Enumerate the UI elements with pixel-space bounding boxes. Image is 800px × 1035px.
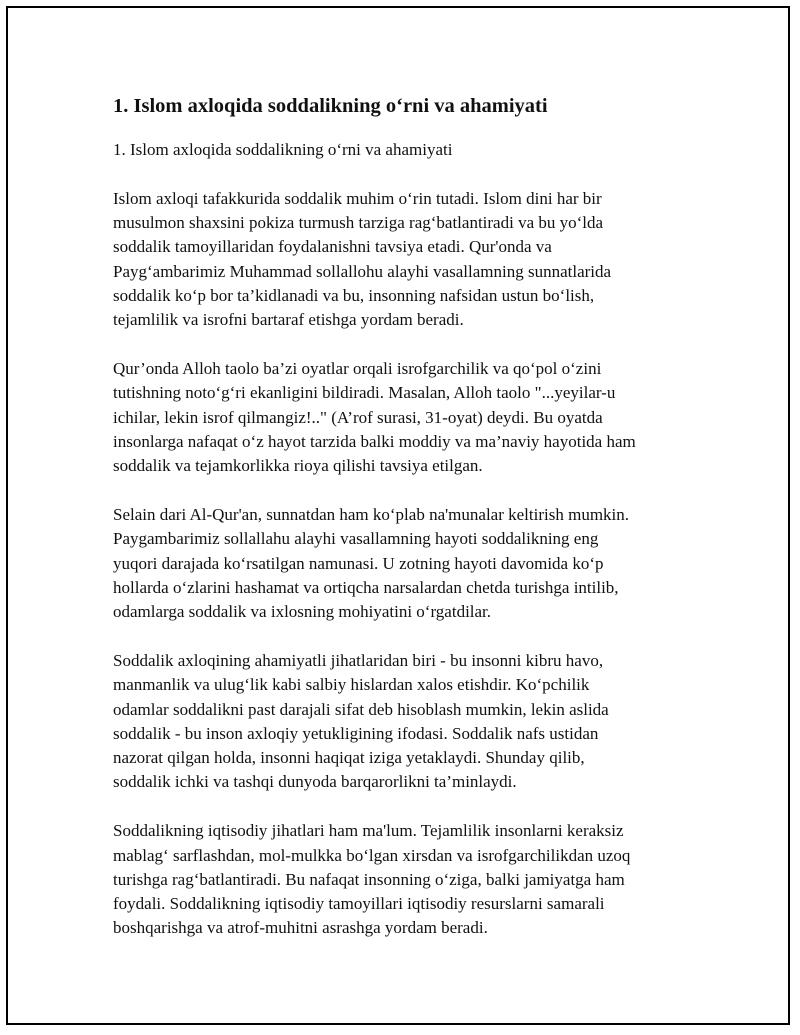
paragraph-line: Soddalik axloqining ahamiyatli jihatlaridan biri - bu insonni kibru havo, — [113, 651, 604, 671]
paragraph-line: odamlarga soddalik va ixlosning mohiyatini o‘rgatdilar. — [113, 602, 492, 622]
paragraph-5 — [113, 819, 713, 940]
paragraph-line: Soddalikning iqtisodiy jihatlari ham ma'lum. Tejamlilik insonlarni keraksiz — [113, 821, 624, 841]
paragraph-line: Paygambarimiz sollallahu alayhi vasallamning hayoti soddalikning eng — [113, 529, 599, 549]
paragraph-line: yuqori darajada ko‘rsatilgan namunasi. U zotning hayoti davomida ko‘p — [113, 553, 604, 573]
paragraph-line: soddalik va tejamkorlikka rioya qilishi tavsiya etilgan. — [113, 456, 483, 476]
paragraph-line: soddalik ichki va tashqi dunyoda barqarorlikni ta’minlaydi. — [113, 772, 517, 792]
paragraph-line: soddalik tamoyillaridan foydalanishni tavsiya etadi. Qur'onda va — [113, 237, 552, 257]
paragraph-line: Selain dari Al-Qur'an, sunnatdan ham ko‘plab na'munalar keltirish mumkin. — [113, 505, 630, 525]
paragraph-line: odamlar soddalikni past darajali sifat deb hisoblash mumkin, lekin aslida — [113, 699, 609, 719]
paragraph-line: soddalik ko‘p bor ta’kidlanadi va bu, insonning nafsidan ustun bo‘lish, — [113, 285, 595, 305]
paragraph-line: soddalik - bu inson axloqiy yetukligining ifodasi. Soddalik nafs ustidan — [113, 723, 599, 743]
paragraph-line: musulmon shaxsini pokiza turmush tarziga rag‘batlantiradi va bu yo‘lda — [113, 213, 604, 233]
paragraph-line: Islom axloqi tafakkurida soddalik muhim o‘rin tutadi. Islom dini har bir — [113, 189, 602, 208]
paragraph-line: manmanlik va ulug‘lik kabi salbiy hislardan xalos etishdir. Ko‘pchilik — [113, 675, 590, 695]
paragraph-line: insonlarga nafaqat o‘z hayot tarzida balki moddiy va ma’naviy hayotida ham — [113, 431, 636, 451]
paragraph-line: mablag‘ sarflashdan, mol-mulkka bo‘lgan xirsdan va isrofgarchilikdan uzoq — [113, 845, 631, 865]
paragraph-line: hollarda o‘zlarini hashamat va ortiqcha narsalardan chetda turishga intilib, — [113, 577, 619, 597]
document-subtitle: 1. Islom axloqida soddalikning o‘rni va ahamiyati — [113, 140, 453, 159]
document-title: 1. Islom axloqida soddalikning o‘rni va ahamiyati — [113, 95, 548, 117]
paragraph-4 — [113, 649, 713, 794]
paragraph-line: Qur’onda Alloh taolo ba’zi oyatlar orqali isrofgarchilik va qo‘pol o‘zini — [113, 359, 602, 379]
paragraph-line: turishga rag‘batlantiradi. Bu nafaqat insonning o‘ziga, balki jamiyatga ham — [113, 869, 625, 889]
paragraph-line: tutishning noto‘g‘ri ekanligini bildiradi. Masalan, Alloh taolo "...yeyilar-u — [113, 383, 616, 403]
paragraph-line: tejamlilik va isrofni bartaraf etishga yordam beradi. — [113, 310, 464, 330]
paragraph-1 — [113, 187, 713, 332]
paragraph-line: boshqarishga va atrof-muhitni asrashga yordam beradi. — [113, 918, 488, 938]
paragraph-line: foydali. Soddalikning iqtisodiy tamoyillari iqtisodiy resurslarni samarali — [113, 894, 605, 914]
paragraph-line: nazorat qilgan holda, insonni haqiqat iziga yetaklaydi. Shunday qilib, — [113, 748, 585, 768]
paragraph-3 — [113, 503, 713, 624]
paragraph-line: ichilar, lekin isrof qilmangiz!.." (A’rof surasi, 31-oyat) deydi. Bu oyatda — [113, 407, 603, 427]
paragraph-line: Payg‘ambarimiz Muhammad sollallohu alayhi vasallamning sunnatlarida — [113, 261, 612, 281]
paragraph-2 — [113, 357, 713, 478]
document-body — [113, 93, 713, 965]
